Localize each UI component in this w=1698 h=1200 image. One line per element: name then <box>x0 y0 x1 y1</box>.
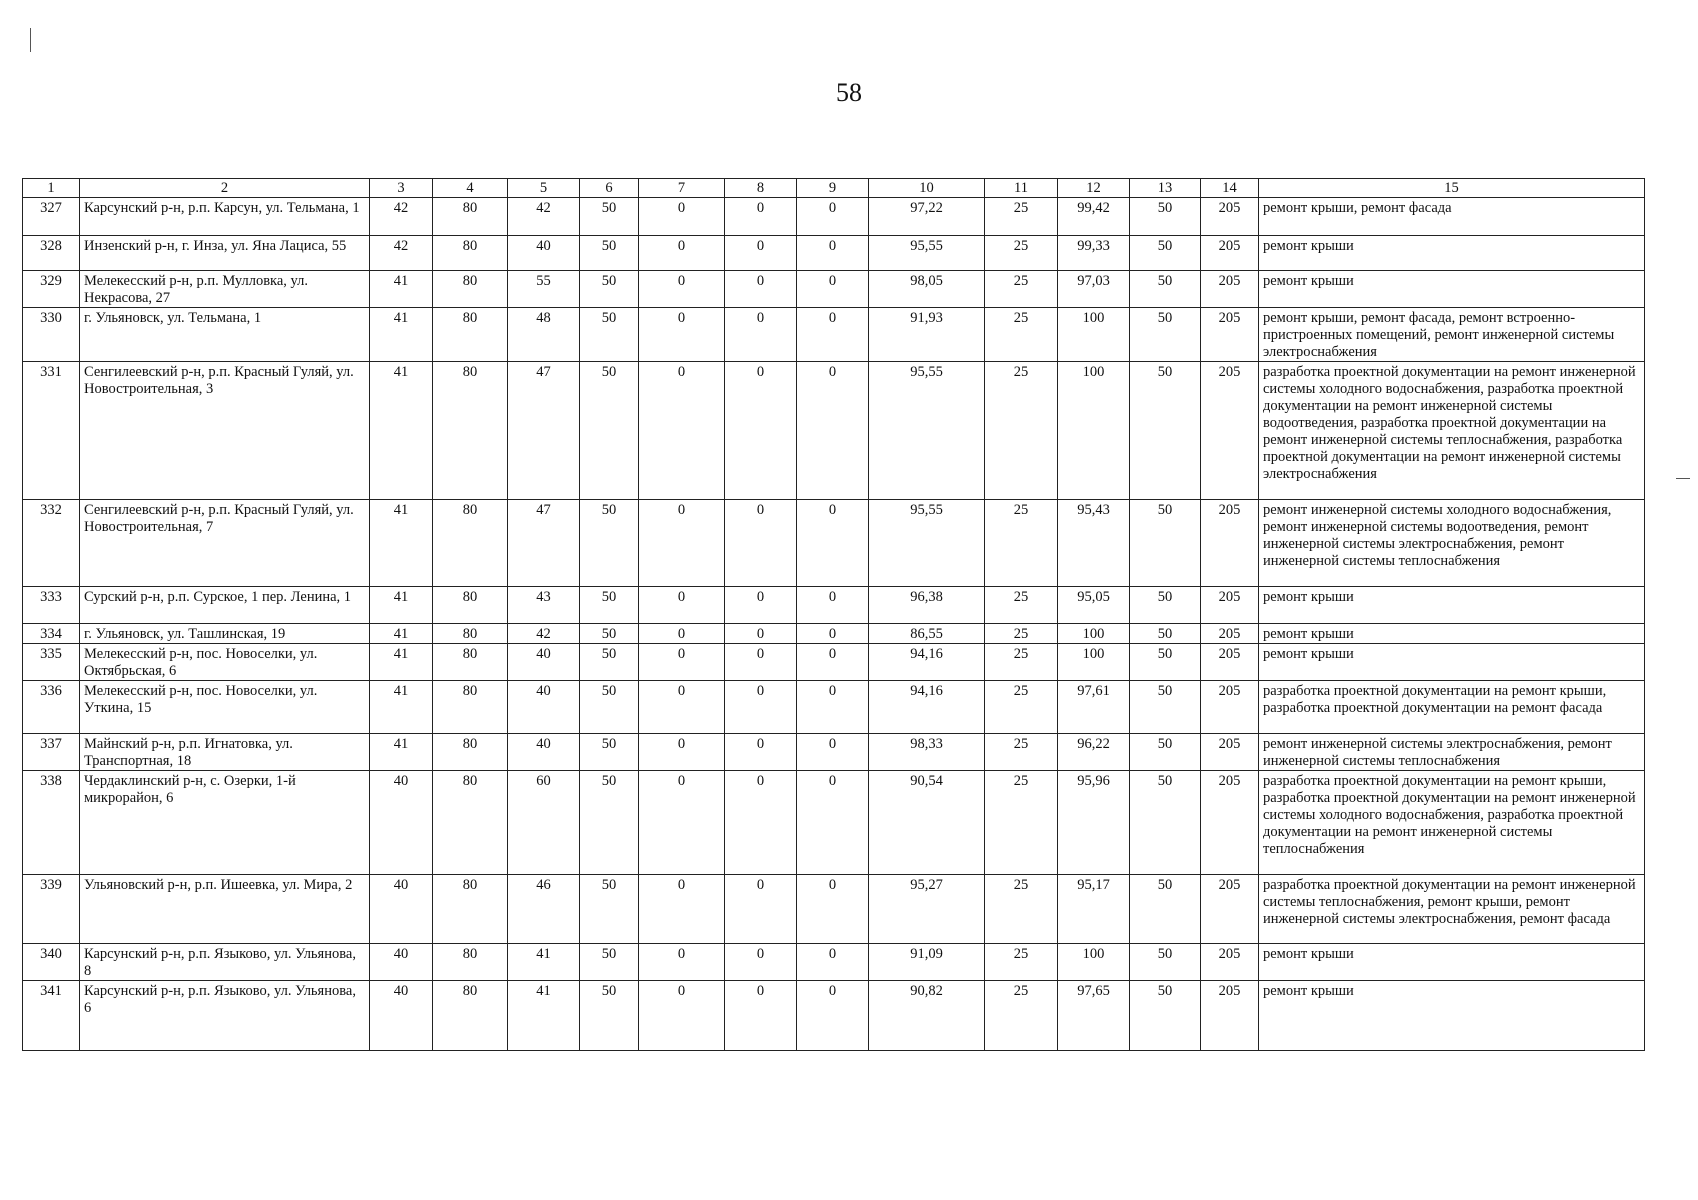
value-cell: 50 <box>1130 308 1201 362</box>
value-cell: 42 <box>370 236 433 271</box>
value-cell: 97,03 <box>1058 271 1130 308</box>
column-header: 12 <box>1058 179 1130 198</box>
table-row <box>23 875 1645 944</box>
value-cell: 42 <box>508 624 580 644</box>
value-cell: 0 <box>725 875 797 944</box>
value-cell: 25 <box>985 981 1058 1051</box>
value-cell: 55 <box>508 271 580 308</box>
value-cell: 50 <box>1130 681 1201 734</box>
row-number-cell: 327 <box>23 198 80 236</box>
address-cell: Карсунский р-н, р.п. Карсун, ул. Тельмана, 1 <box>80 198 370 236</box>
value-cell: 95,55 <box>869 500 985 587</box>
table-row <box>23 587 1645 624</box>
value-cell: 0 <box>639 271 725 308</box>
table-row <box>23 681 1645 734</box>
value-cell: 0 <box>725 771 797 875</box>
value-cell: 0 <box>797 681 869 734</box>
row-number-cell: 330 <box>23 308 80 362</box>
value-cell: 50 <box>580 362 639 500</box>
column-header: 3 <box>370 179 433 198</box>
value-cell: 0 <box>639 875 725 944</box>
value-cell: 50 <box>580 771 639 875</box>
value-cell: 205 <box>1201 271 1259 308</box>
address-cell: Мелекесский р-н, пос. Новоселки, ул. Уткина, 15 <box>80 681 370 734</box>
value-cell: 0 <box>797 644 869 681</box>
table-row <box>23 500 1645 587</box>
value-cell: 0 <box>639 644 725 681</box>
column-header: 7 <box>639 179 725 198</box>
value-cell: 50 <box>1130 771 1201 875</box>
value-cell: 205 <box>1201 771 1259 875</box>
column-header: 1 <box>23 179 80 198</box>
value-cell: 40 <box>370 981 433 1051</box>
address-cell: Карсунский р-н, р.п. Языково, ул. Ульянова, 8 <box>80 944 370 981</box>
column-header: 10 <box>869 179 985 198</box>
value-cell: 205 <box>1201 624 1259 644</box>
value-cell: 50 <box>1130 236 1201 271</box>
value-cell: 94,16 <box>869 644 985 681</box>
value-cell: 25 <box>985 236 1058 271</box>
header-row <box>23 179 1645 198</box>
value-cell: 42 <box>508 198 580 236</box>
value-cell: 50 <box>1130 624 1201 644</box>
row-number-cell: 335 <box>23 644 80 681</box>
value-cell: 0 <box>639 944 725 981</box>
value-cell: 0 <box>725 308 797 362</box>
value-cell: 205 <box>1201 500 1259 587</box>
value-cell: 50 <box>1130 981 1201 1051</box>
value-cell: 80 <box>433 644 508 681</box>
works-cell: разработка проектной документации на ремонт инженерной системы холодного водоснабжения, разработка проектной документации на ремонт инженерной системы водоотведения, разработка проектной документации на ремонт инженерной системы теплоснабжения, разработка проектной документации на ремонт инженерной системы электроснабжения <box>1259 362 1645 500</box>
value-cell: 40 <box>508 734 580 771</box>
row-number-cell: 334 <box>23 624 80 644</box>
column-header: 13 <box>1130 179 1201 198</box>
value-cell: 50 <box>580 271 639 308</box>
value-cell: 41 <box>370 500 433 587</box>
value-cell: 80 <box>433 944 508 981</box>
value-cell: 80 <box>433 734 508 771</box>
value-cell: 100 <box>1058 624 1130 644</box>
value-cell: 97,22 <box>869 198 985 236</box>
value-cell: 80 <box>433 271 508 308</box>
value-cell: 0 <box>725 271 797 308</box>
row-number-cell: 340 <box>23 944 80 981</box>
row-number-cell: 331 <box>23 362 80 500</box>
value-cell: 205 <box>1201 681 1259 734</box>
row-number-cell: 337 <box>23 734 80 771</box>
value-cell: 91,93 <box>869 308 985 362</box>
value-cell: 0 <box>639 771 725 875</box>
table-row <box>23 198 1645 236</box>
value-cell: 50 <box>580 587 639 624</box>
value-cell: 25 <box>985 734 1058 771</box>
value-cell: 0 <box>725 236 797 271</box>
value-cell: 0 <box>639 236 725 271</box>
value-cell: 50 <box>1130 271 1201 308</box>
value-cell: 50 <box>580 624 639 644</box>
address-cell: Майнский р-н, р.п. Игнатовка, ул. Транспортная, 18 <box>80 734 370 771</box>
value-cell: 0 <box>725 624 797 644</box>
column-header: 14 <box>1201 179 1259 198</box>
value-cell: 25 <box>985 875 1058 944</box>
value-cell: 98,33 <box>869 734 985 771</box>
value-cell: 50 <box>580 308 639 362</box>
row-number-cell: 338 <box>23 771 80 875</box>
works-cell: разработка проектной документации на ремонт крыши, разработка проектной документации на ремонт инженерной системы холодного водоснабжения, разработка проектной документации на ремонт инженерной системы теплоснабжения <box>1259 771 1645 875</box>
table-row <box>23 944 1645 981</box>
value-cell: 0 <box>797 271 869 308</box>
value-cell: 25 <box>985 500 1058 587</box>
value-cell: 0 <box>639 362 725 500</box>
value-cell: 0 <box>797 308 869 362</box>
value-cell: 95,55 <box>869 362 985 500</box>
value-cell: 80 <box>433 308 508 362</box>
address-cell: Сурский р-н, р.п. Сурское, 1 пер. Ленина, 1 <box>80 587 370 624</box>
works-cell: разработка проектной документации на ремонт инженерной системы теплоснабжения, ремонт крыши, ремонт инженерной системы электроснабжения, ремонт фасада <box>1259 875 1645 944</box>
value-cell: 99,42 <box>1058 198 1130 236</box>
address-cell: Инзенский р-н, г. Инза, ул. Яна Лациса, 55 <box>80 236 370 271</box>
value-cell: 0 <box>725 500 797 587</box>
value-cell: 40 <box>508 236 580 271</box>
works-cell: ремонт крыши <box>1259 236 1645 271</box>
row-number-cell: 328 <box>23 236 80 271</box>
value-cell: 50 <box>580 500 639 587</box>
value-cell: 0 <box>797 624 869 644</box>
value-cell: 50 <box>1130 734 1201 771</box>
value-cell: 48 <box>508 308 580 362</box>
value-cell: 47 <box>508 362 580 500</box>
value-cell: 95,05 <box>1058 587 1130 624</box>
value-cell: 86,55 <box>869 624 985 644</box>
address-cell: Ульяновский р-н, р.п. Ишеевка, ул. Мира, 2 <box>80 875 370 944</box>
works-cell: ремонт инженерной системы электроснабжения, ремонт инженерной системы теплоснабжения <box>1259 734 1645 771</box>
value-cell: 0 <box>797 734 869 771</box>
column-header: 11 <box>985 179 1058 198</box>
value-cell: 0 <box>725 944 797 981</box>
value-cell: 25 <box>985 308 1058 362</box>
value-cell: 41 <box>370 271 433 308</box>
value-cell: 0 <box>639 587 725 624</box>
value-cell: 25 <box>985 624 1058 644</box>
value-cell: 205 <box>1201 362 1259 500</box>
value-cell: 25 <box>985 271 1058 308</box>
value-cell: 50 <box>580 734 639 771</box>
value-cell: 100 <box>1058 644 1130 681</box>
value-cell: 96,22 <box>1058 734 1130 771</box>
value-cell: 60 <box>508 771 580 875</box>
page-number: 58 <box>836 78 862 107</box>
value-cell: 0 <box>797 236 869 271</box>
works-cell: ремонт крыши, ремонт фасада <box>1259 198 1645 236</box>
column-header: 15 <box>1259 179 1645 198</box>
works-cell: разработка проектной документации на ремонт крыши, разработка проектной документации на ремонт фасада <box>1259 681 1645 734</box>
value-cell: 80 <box>433 362 508 500</box>
value-cell: 50 <box>1130 875 1201 944</box>
column-header: 5 <box>508 179 580 198</box>
value-cell: 80 <box>433 587 508 624</box>
column-header: 4 <box>433 179 508 198</box>
value-cell: 205 <box>1201 944 1259 981</box>
value-cell: 0 <box>725 981 797 1051</box>
works-cell: ремонт крыши <box>1259 271 1645 308</box>
value-cell: 25 <box>985 587 1058 624</box>
value-cell: 50 <box>1130 944 1201 981</box>
address-cell: г. Ульяновск, ул. Тельмана, 1 <box>80 308 370 362</box>
value-cell: 46 <box>508 875 580 944</box>
address-cell: Чердаклинский р-н, с. Озерки, 1-й микрорайон, 6 <box>80 771 370 875</box>
value-cell: 50 <box>1130 362 1201 500</box>
value-cell: 0 <box>797 587 869 624</box>
address-cell: Сенгилеевский р-н, р.п. Красный Гуляй, ул. Новостроительная, 3 <box>80 362 370 500</box>
table-row <box>23 308 1645 362</box>
value-cell: 41 <box>370 308 433 362</box>
value-cell: 205 <box>1201 981 1259 1051</box>
address-cell: Мелекесский р-н, р.п. Мулловка, ул. Некрасова, 27 <box>80 271 370 308</box>
value-cell: 25 <box>985 198 1058 236</box>
value-cell: 40 <box>370 875 433 944</box>
table-row <box>23 362 1645 500</box>
value-cell: 50 <box>580 981 639 1051</box>
value-cell: 0 <box>797 981 869 1051</box>
value-cell: 80 <box>433 771 508 875</box>
value-cell: 95,27 <box>869 875 985 944</box>
value-cell: 91,09 <box>869 944 985 981</box>
value-cell: 95,17 <box>1058 875 1130 944</box>
value-cell: 0 <box>725 198 797 236</box>
value-cell: 80 <box>433 681 508 734</box>
row-number-cell: 332 <box>23 500 80 587</box>
address-cell: г. Ульяновск, ул. Ташлинская, 19 <box>80 624 370 644</box>
value-cell: 47 <box>508 500 580 587</box>
value-cell: 205 <box>1201 587 1259 624</box>
value-cell: 80 <box>433 981 508 1051</box>
column-header: 2 <box>80 179 370 198</box>
works-cell: ремонт крыши <box>1259 644 1645 681</box>
value-cell: 25 <box>985 944 1058 981</box>
value-cell: 41 <box>370 734 433 771</box>
value-cell: 95,55 <box>869 236 985 271</box>
value-cell: 40 <box>370 771 433 875</box>
buildings-register-table <box>22 178 1645 1051</box>
value-cell: 50 <box>580 644 639 681</box>
table-row <box>23 624 1645 644</box>
value-cell: 0 <box>639 500 725 587</box>
value-cell: 25 <box>985 681 1058 734</box>
works-cell: ремонт крыши <box>1259 624 1645 644</box>
value-cell: 42 <box>370 198 433 236</box>
value-cell: 0 <box>639 681 725 734</box>
value-cell: 0 <box>639 734 725 771</box>
value-cell: 25 <box>985 362 1058 500</box>
row-number-cell: 339 <box>23 875 80 944</box>
value-cell: 50 <box>1130 587 1201 624</box>
value-cell: 97,61 <box>1058 681 1130 734</box>
value-cell: 50 <box>1130 500 1201 587</box>
value-cell: 50 <box>580 944 639 981</box>
value-cell: 40 <box>370 944 433 981</box>
table-row <box>23 734 1645 771</box>
works-cell: ремонт крыши <box>1259 981 1645 1051</box>
value-cell: 50 <box>1130 644 1201 681</box>
value-cell: 40 <box>508 681 580 734</box>
value-cell: 41 <box>370 362 433 500</box>
works-cell: ремонт инженерной системы холодного водоснабжения, ремонт инженерной системы водоотведения, ремонт инженерной системы электроснабжения, ремонт инженерной системы теплоснабжения <box>1259 500 1645 587</box>
row-number-cell: 329 <box>23 271 80 308</box>
value-cell: 0 <box>639 981 725 1051</box>
value-cell: 90,54 <box>869 771 985 875</box>
scan-artifact-mark <box>30 28 31 52</box>
value-cell: 205 <box>1201 236 1259 271</box>
value-cell: 96,38 <box>869 587 985 624</box>
value-cell: 0 <box>639 624 725 644</box>
table-row <box>23 271 1645 308</box>
value-cell: 0 <box>725 681 797 734</box>
address-cell: Сенгилеевский р-н, р.п. Красный Гуляй, ул. Новостроительная, 7 <box>80 500 370 587</box>
value-cell: 0 <box>797 198 869 236</box>
value-cell: 25 <box>985 644 1058 681</box>
value-cell: 41 <box>370 587 433 624</box>
value-cell: 0 <box>797 500 869 587</box>
value-cell: 80 <box>433 624 508 644</box>
value-cell: 94,16 <box>869 681 985 734</box>
address-cell: Мелекесский р-н, пос. Новоселки, ул. Октябрьская, 6 <box>80 644 370 681</box>
value-cell: 41 <box>508 944 580 981</box>
table-row <box>23 644 1645 681</box>
value-cell: 0 <box>725 734 797 771</box>
value-cell: 100 <box>1058 362 1130 500</box>
value-cell: 98,05 <box>869 271 985 308</box>
value-cell: 0 <box>639 308 725 362</box>
value-cell: 80 <box>433 875 508 944</box>
value-cell: 50 <box>1130 198 1201 236</box>
value-cell: 43 <box>508 587 580 624</box>
value-cell: 95,96 <box>1058 771 1130 875</box>
works-cell: ремонт крыши, ремонт фасада, ремонт встроенно-пристроенных помещений, ремонт инженерной системы электроснабжения <box>1259 308 1645 362</box>
value-cell: 41 <box>508 981 580 1051</box>
value-cell: 0 <box>639 198 725 236</box>
column-header: 9 <box>797 179 869 198</box>
value-cell: 90,82 <box>869 981 985 1051</box>
value-cell: 50 <box>580 236 639 271</box>
address-cell: Карсунский р-н, р.п. Языково, ул. Ульянова, 6 <box>80 981 370 1051</box>
value-cell: 0 <box>797 362 869 500</box>
works-cell: ремонт крыши <box>1259 944 1645 981</box>
table-row <box>23 771 1645 875</box>
column-header: 8 <box>725 179 797 198</box>
value-cell: 0 <box>725 362 797 500</box>
value-cell: 80 <box>433 236 508 271</box>
scan-artifact-mark <box>1676 478 1690 479</box>
row-number-cell: 341 <box>23 981 80 1051</box>
value-cell: 205 <box>1201 734 1259 771</box>
value-cell: 0 <box>725 587 797 624</box>
value-cell: 205 <box>1201 644 1259 681</box>
value-cell: 80 <box>433 198 508 236</box>
value-cell: 80 <box>433 500 508 587</box>
table-row <box>23 236 1645 271</box>
value-cell: 0 <box>797 771 869 875</box>
value-cell: 0 <box>797 875 869 944</box>
value-cell: 95,43 <box>1058 500 1130 587</box>
column-header: 6 <box>580 179 639 198</box>
value-cell: 50 <box>580 875 639 944</box>
value-cell: 0 <box>797 944 869 981</box>
value-cell: 99,33 <box>1058 236 1130 271</box>
value-cell: 0 <box>725 644 797 681</box>
value-cell: 41 <box>370 624 433 644</box>
value-cell: 50 <box>580 198 639 236</box>
row-number-cell: 333 <box>23 587 80 624</box>
value-cell: 205 <box>1201 308 1259 362</box>
value-cell: 205 <box>1201 198 1259 236</box>
value-cell: 40 <box>508 644 580 681</box>
value-cell: 97,65 <box>1058 981 1130 1051</box>
value-cell: 41 <box>370 681 433 734</box>
table-body <box>23 198 1645 1051</box>
value-cell: 50 <box>580 681 639 734</box>
value-cell: 205 <box>1201 875 1259 944</box>
value-cell: 41 <box>370 644 433 681</box>
table-row <box>23 981 1645 1051</box>
value-cell: 100 <box>1058 308 1130 362</box>
value-cell: 25 <box>985 771 1058 875</box>
value-cell: 100 <box>1058 944 1130 981</box>
row-number-cell: 336 <box>23 681 80 734</box>
works-cell: ремонт крыши <box>1259 587 1645 624</box>
